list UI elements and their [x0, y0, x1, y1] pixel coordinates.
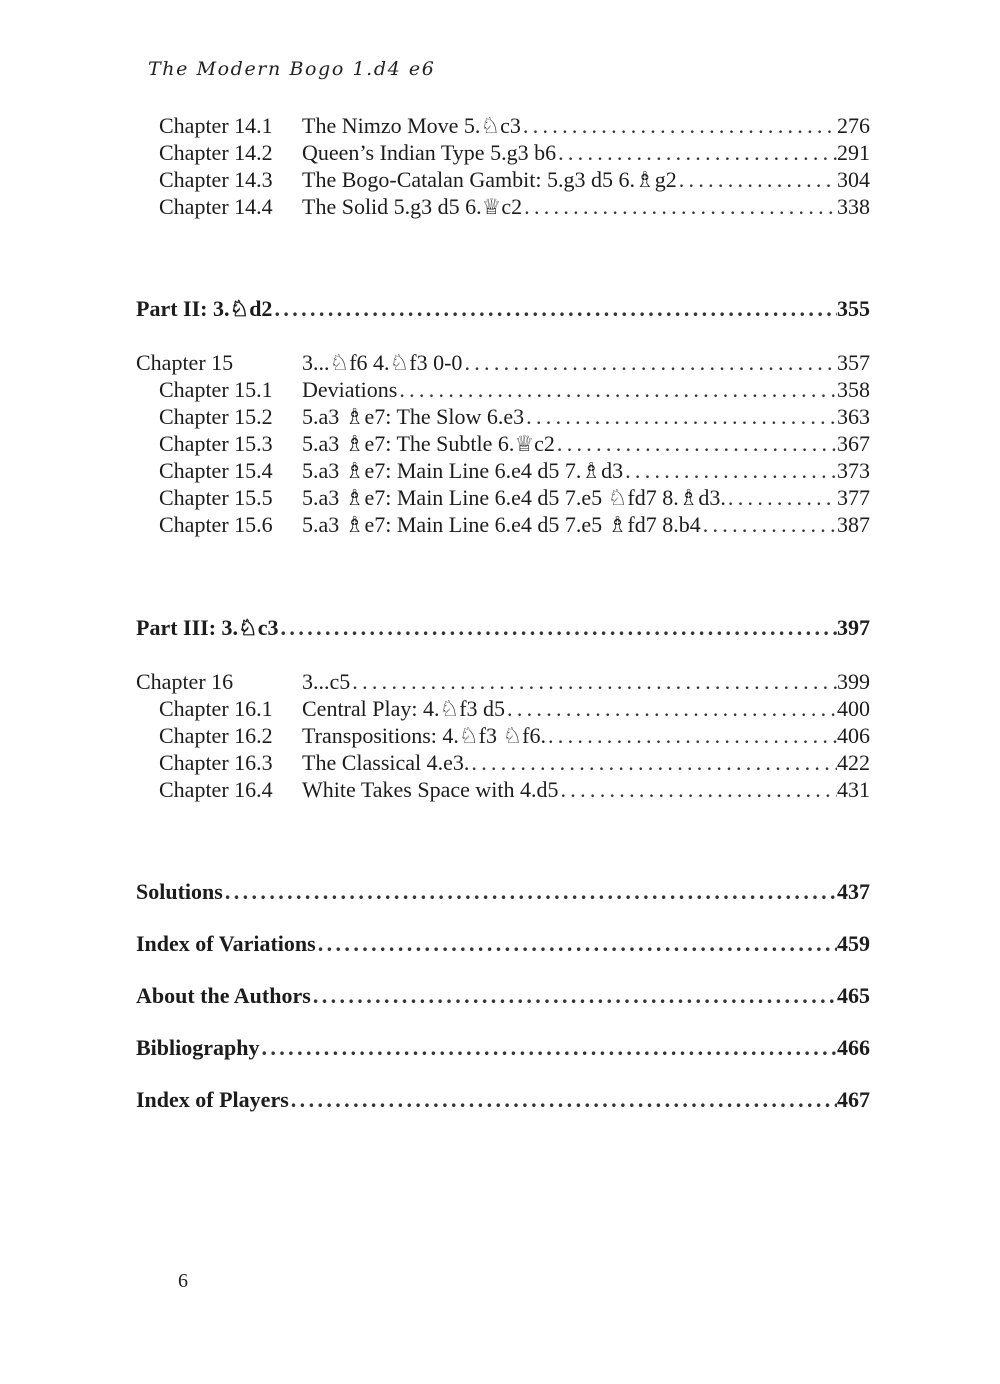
chapter-title: 3...c5: [302, 669, 351, 694]
toc-entry[interactable]: [159, 193, 870, 220]
part-title: Index of Variations: [136, 931, 316, 956]
page-number: 399: [837, 669, 870, 694]
dot-leader: [279, 613, 837, 643]
dot-leader: [316, 929, 837, 959]
page-number: 291: [837, 140, 870, 165]
dot-leader: [546, 722, 837, 749]
chapter-number: Chapter 14.1: [159, 113, 273, 138]
chapter-number: Chapter 14.3: [159, 167, 273, 192]
part-title: Index of Players: [136, 1087, 289, 1112]
toc-entry[interactable]: [159, 484, 870, 511]
page-number: 387: [837, 512, 870, 537]
part-title: Part II: 3.♘d2: [136, 296, 273, 321]
toc-entry[interactable]: [136, 668, 870, 695]
chapter-number: Chapter 14.4: [159, 194, 273, 219]
chapter-title: 5.a3 ♗e7: The Slow 6.e3: [302, 404, 525, 429]
page-number: 355: [837, 296, 870, 321]
page-number: 397: [837, 615, 870, 640]
chapter-title: The Classical 4.e3.: [302, 750, 470, 775]
page-number: 338: [837, 194, 870, 219]
part-title: Bibliography: [136, 1035, 260, 1060]
page-number: 431: [837, 777, 870, 802]
dot-leader: [223, 877, 837, 907]
toc-index-of-players[interactable]: [136, 1085, 870, 1115]
toc-entry[interactable]: [159, 457, 870, 484]
chapter-title: 5.a3 ♗e7: The Subtle 6.♕c2: [302, 431, 555, 456]
page-number: 363: [837, 404, 870, 429]
page-folio: 6: [178, 1270, 188, 1292]
chapter-number: Chapter 15.3: [159, 431, 273, 456]
toc-about-the-authors[interactable]: [136, 981, 870, 1011]
page-number: 406: [837, 723, 870, 748]
toc-entry[interactable]: [159, 776, 870, 803]
chapter-title: White Takes Space with 4.d5: [302, 777, 559, 802]
chapter-number: Chapter 16.3: [159, 750, 273, 775]
chapter-number: Chapter 16: [136, 669, 234, 694]
chapter-title: 5.a3 ♗e7: Main Line 6.e4 d5 7.e5 ♘fd7 8.♗d3.: [302, 485, 726, 510]
dot-leader: [469, 749, 837, 776]
dot-leader: [677, 166, 837, 193]
chapter-number: Chapter 15.2: [159, 404, 273, 429]
chapter-number: Chapter 15: [136, 350, 234, 375]
dot-leader: [524, 403, 837, 430]
dot-leader: [521, 112, 837, 139]
dot-leader: [701, 511, 837, 538]
page-number: 467: [837, 1087, 870, 1112]
page-number: 373: [837, 458, 870, 483]
toc-entry[interactable]: [159, 403, 870, 430]
chapter-title: The Bogo-Catalan Gambit: 5.g3 d5 6.♗g2: [302, 167, 677, 192]
toc-entry[interactable]: [159, 376, 870, 403]
page-number: 400: [837, 696, 870, 721]
chapter-title: 3...♘f6 4.♘f3 0-0: [302, 350, 463, 375]
chapter-number: Chapter 16.4: [159, 777, 273, 802]
toc-bibliography[interactable]: [136, 1033, 870, 1063]
chapter-number: Chapter 15.1: [159, 377, 273, 402]
dot-leader: [462, 349, 837, 376]
dot-leader: [397, 376, 837, 403]
toc-entry[interactable]: [136, 349, 870, 376]
dot-leader: [350, 668, 837, 695]
page-number: 466: [837, 1035, 870, 1060]
chapter-title: 5.a3 ♗e7: Main Line 6.e4 d5 7.♗d3: [302, 458, 624, 483]
chapter-title: The Nimzo Move 5.♘c3: [302, 113, 521, 138]
page-number: 276: [837, 113, 870, 138]
part-title: Solutions: [136, 879, 223, 904]
toc-entry[interactable]: [159, 695, 870, 722]
part-title: Part III: 3.♘c3: [136, 615, 279, 640]
page-number: 358: [837, 377, 870, 402]
toc-entry[interactable]: [159, 112, 870, 139]
toc-entry[interactable]: [159, 749, 870, 776]
page-number: 465: [837, 983, 870, 1008]
dot-leader: [522, 193, 837, 220]
chapter-title: Queen’s Indian Type 5.g3 b6: [302, 140, 557, 165]
chapter-number: Chapter 14.2: [159, 140, 273, 165]
dot-leader: [311, 981, 837, 1011]
dot-leader: [289, 1085, 837, 1115]
toc-entry[interactable]: [159, 722, 870, 749]
chapter-title: Transpositions: 4.♘f3 ♘f6.: [302, 723, 546, 748]
page-number: 304: [837, 167, 870, 192]
toc-entry[interactable]: [159, 430, 870, 457]
toc-part-heading[interactable]: [136, 294, 870, 324]
dot-leader: [623, 457, 837, 484]
dot-leader: [272, 294, 837, 324]
chapter-title: Central Play: 4.♘f3 d5: [302, 696, 506, 721]
toc-index-of-variations[interactable]: [136, 929, 870, 959]
toc-entry[interactable]: [159, 139, 870, 166]
chapter-number: Chapter 16.1: [159, 696, 273, 721]
dot-leader: [726, 484, 837, 511]
chapter-title: 5.a3 ♗e7: Main Line 6.e4 d5 7.e5 ♗fd7 8.b4: [302, 512, 701, 537]
toc-entry[interactable]: [159, 166, 870, 193]
dot-leader: [505, 695, 837, 722]
chapter-number: Chapter 15.5: [159, 485, 273, 510]
page-number: 437: [837, 879, 870, 904]
toc-solutions[interactable]: [136, 877, 870, 907]
dot-leader: [556, 139, 837, 166]
page-number: 367: [837, 431, 870, 456]
page-number: 357: [837, 350, 870, 375]
page-number: 459: [837, 931, 870, 956]
chapter-title: The Solid 5.g3 d5 6.♕c2: [302, 194, 523, 219]
chapter-title: Deviations: [302, 377, 398, 402]
running-head: The Modern Bogo 1.d4 e6: [148, 58, 436, 80]
dot-leader: [259, 1033, 837, 1063]
part-title: About the Authors: [136, 983, 311, 1008]
toc-entry[interactable]: [159, 511, 870, 538]
dot-leader: [555, 430, 837, 457]
page-number: 422: [837, 750, 870, 775]
chapter-number: Chapter 16.2: [159, 723, 273, 748]
toc-part-heading[interactable]: [136, 613, 870, 643]
page-number: 377: [837, 485, 870, 510]
dot-leader: [559, 776, 838, 803]
chapter-number: Chapter 15.6: [159, 512, 273, 537]
chapter-number: Chapter 15.4: [159, 458, 273, 483]
